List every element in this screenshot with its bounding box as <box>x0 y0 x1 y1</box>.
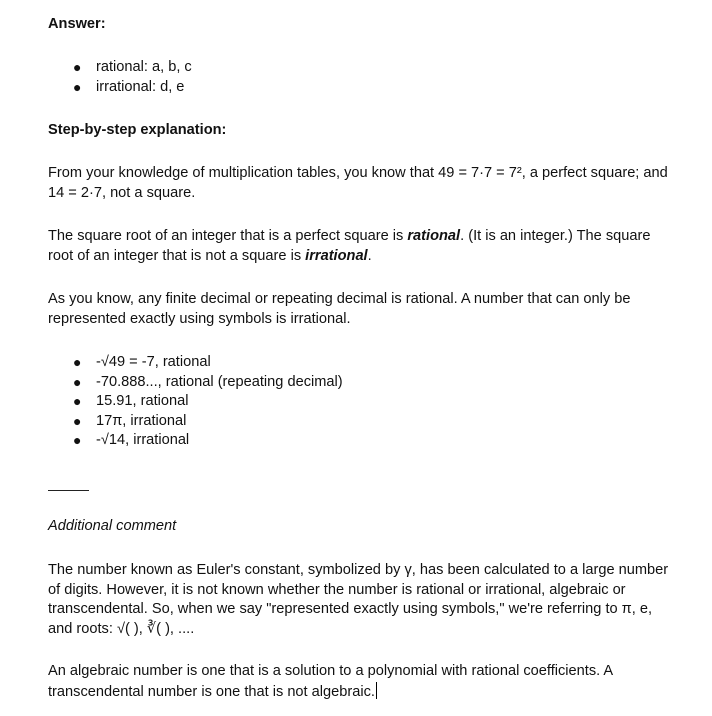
comment-paragraph-1 <box>48 561 688 639</box>
text-cursor <box>376 682 378 699</box>
explanation-paragraph-3 <box>48 290 688 329</box>
text-line <box>48 247 688 267</box>
emphasis-rational: rational <box>407 228 461 244</box>
answer-heading: Answer: <box>48 16 106 32</box>
answer-item-text: irrational: d, e <box>96 78 185 95</box>
list-item <box>48 392 688 412</box>
bullet-icon: ● <box>73 78 82 95</box>
text-span: . (It is an integer.) The square <box>460 228 651 244</box>
text-line: represented exactly using symbols is irrational. <box>48 310 351 327</box>
bullet-icon: ● <box>73 59 82 75</box>
text-span: The square root of an integer that is a perfect square is <box>48 228 408 244</box>
list-item <box>48 58 688 78</box>
bullet-icon: ● <box>73 393 82 409</box>
list-item-text: -√49 = -7, rational <box>96 354 211 370</box>
explanation-paragraph-2 <box>48 227 688 266</box>
text-span: root of an integer that is not a square is <box>48 247 306 264</box>
answer-item-text: rational: a, b, c <box>96 59 192 75</box>
text-line <box>48 682 688 703</box>
bullet-icon: ● <box>73 354 82 370</box>
additional-comment-label: Additional comment <box>48 518 177 534</box>
comment-paragraph-2[interactable] <box>48 662 688 702</box>
list-item <box>48 353 688 373</box>
list-item <box>48 78 688 98</box>
list-item-text: 17π, irrational <box>96 412 187 429</box>
bullet-icon: ● <box>73 373 82 390</box>
list-item-text: -√14, irrational <box>96 432 190 448</box>
text-line: 14 = 2·7, not a square. <box>48 184 196 201</box>
horizontal-rule <box>48 490 89 491</box>
text-line: An algebraic number is one that is a solution to a polynomial with rational coefficients. A <box>48 663 614 679</box>
list-item-text: -70.888..., rational (repeating decimal) <box>96 373 343 390</box>
emphasis-irrational: irrational <box>305 247 368 264</box>
explanation-paragraph-1 <box>48 164 688 203</box>
list-item-text: 15.91, rational <box>96 393 189 409</box>
answer-list <box>48 58 688 97</box>
text-span: transcendental number is one that is not algebraic. <box>48 683 375 700</box>
text-line: transcendental. So, when we say "represented exactly using symbols," we're referring to π, e, <box>48 601 653 617</box>
explanation-heading: Step-by-step explanation: <box>48 122 227 138</box>
text-line <box>48 227 688 247</box>
text-line: From your knowledge of multiplication tables, you know that 49 = 7·7 = 7², a perfect square; and <box>48 165 668 181</box>
explanation-list <box>48 353 688 451</box>
list-item <box>48 431 688 451</box>
text-line: The number known as Euler's constant, symbolized by γ, has been calculated to a large number <box>48 562 669 578</box>
text-line: and roots: √( ), ∛( ), .... <box>48 620 195 637</box>
text-span: . <box>367 247 372 264</box>
bullet-icon: ● <box>73 432 82 448</box>
list-item <box>48 373 688 393</box>
text-line: of digits. However, it is not known whether the number is rational or irrational, algebraic or <box>48 581 626 598</box>
text-line: As you know, any finite decimal or repeating decimal is rational. A number that can only be <box>48 291 631 307</box>
list-item <box>48 412 688 432</box>
bullet-icon: ● <box>73 412 82 429</box>
